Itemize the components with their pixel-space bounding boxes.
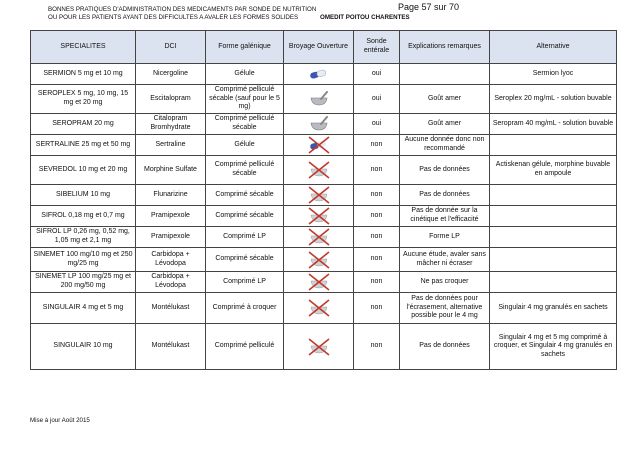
spec-cell: SINEMET LP 100 mg/25 mg et 200 mg/50 mg bbox=[31, 272, 136, 293]
spec-cell: SERTRALINE 25 mg et 50 mg bbox=[31, 135, 136, 156]
sonde-cell: non bbox=[354, 206, 400, 227]
crossed-mortar-icon bbox=[286, 337, 351, 357]
alternative-cell bbox=[490, 135, 617, 156]
spec-cell: SIFROL 0,18 mg et 0,7 mg bbox=[31, 206, 136, 227]
table-row bbox=[31, 248, 617, 272]
forme-cell: Comprimé LP bbox=[206, 227, 284, 248]
crossed-capsule-icon bbox=[286, 135, 351, 155]
medication-table bbox=[30, 30, 617, 370]
dci-cell: Citalopram Bromhydrate bbox=[136, 114, 206, 135]
dci-cell: Montélukast bbox=[136, 324, 206, 370]
table-row bbox=[31, 135, 617, 156]
dci-cell: Pramipexole bbox=[136, 206, 206, 227]
sonde-cell: non bbox=[354, 156, 400, 185]
column-header-broyage: Broyage Ouverture bbox=[284, 31, 354, 64]
crossed-mortar-icon bbox=[286, 206, 351, 226]
document-subtitle: OU POUR LES PATIENTS AYANT DES DIFFICULTES A AVALER LES FORMES SOLIDES bbox=[48, 14, 299, 21]
crossed-mortar-icon bbox=[286, 250, 351, 270]
broyage-cell bbox=[284, 324, 354, 370]
document-title: BONNES PRATIQUES D'ADMINISTRATION DES MEDICAMENTS PAR SONDE DE NUTRITION bbox=[48, 6, 317, 13]
explication-cell: Ne pas croquer bbox=[400, 272, 490, 293]
dci-cell: Pramipexole bbox=[136, 227, 206, 248]
broyage-cell bbox=[284, 185, 354, 206]
sonde-cell: oui bbox=[354, 85, 400, 114]
alternative-cell bbox=[490, 227, 617, 248]
alternative-cell bbox=[490, 185, 617, 206]
column-header-forme: Forme galénique bbox=[206, 31, 284, 64]
alternative-cell: Singulair 4 mg et 5 mg comprimé à croquer, et Singulair 4 mg granulés en sachets bbox=[490, 324, 617, 370]
forme-cell: Gélule bbox=[206, 64, 284, 85]
forme-cell: Comprimé pelliculé sécable bbox=[206, 114, 284, 135]
table-row bbox=[31, 272, 617, 293]
sonde-cell: non bbox=[354, 272, 400, 293]
explication-cell: Aucune étude, avaler sans mâcher ni écraser bbox=[400, 248, 490, 272]
alternative-cell: Seroplex 20 mg/mL - solution buvable bbox=[490, 85, 617, 114]
table-row bbox=[31, 293, 617, 324]
forme-cell: Comprimé pelliculé sécable bbox=[206, 156, 284, 185]
forme-cell: Comprimé pelliculé sécable (sauf pour le 5 mg) bbox=[206, 85, 284, 114]
forme-cell: Comprimé sécable bbox=[206, 185, 284, 206]
alternative-cell bbox=[490, 272, 617, 293]
dci-cell: Morphine Sulfate bbox=[136, 156, 206, 185]
crossed-mortar-icon bbox=[286, 160, 351, 180]
sonde-cell: non bbox=[354, 135, 400, 156]
spec-cell: SEROPLEX 5 mg, 10 mg, 15 mg et 20 mg bbox=[31, 85, 136, 114]
forme-cell: Comprimé pelliculé bbox=[206, 324, 284, 370]
table-row bbox=[31, 185, 617, 206]
broyage-cell bbox=[284, 135, 354, 156]
table-row bbox=[31, 227, 617, 248]
column-header-dci: DCI bbox=[136, 31, 206, 64]
alternative-cell: Singulair 4 mg granulés en sachets bbox=[490, 293, 617, 324]
sonde-cell: oui bbox=[354, 64, 400, 85]
spec-cell: SERMION 5 mg et 10 mg bbox=[31, 64, 136, 85]
explication-cell: Aucune donnée donc non recommandé bbox=[400, 135, 490, 156]
crossed-mortar-icon bbox=[286, 298, 351, 318]
dci-cell: Flunarizine bbox=[136, 185, 206, 206]
column-header-explications: Explications remarques bbox=[400, 31, 490, 64]
alternative-cell bbox=[490, 248, 617, 272]
update-date: Mise à jour Août 2015 bbox=[30, 417, 90, 424]
explication-cell: Pas de donnée sur la cinétique et l'efficacité bbox=[400, 206, 490, 227]
table-row bbox=[31, 85, 617, 114]
explication-cell bbox=[400, 64, 490, 85]
column-header-specialites: SPECIALITES bbox=[31, 31, 136, 64]
alternative-cell: Seropram 40 mg/mL - solution buvable bbox=[490, 114, 617, 135]
explication-cell: Goût amer bbox=[400, 114, 490, 135]
explication-cell: Forme LP bbox=[400, 227, 490, 248]
forme-cell: Comprimé sécable bbox=[206, 248, 284, 272]
sonde-cell: non bbox=[354, 248, 400, 272]
crossed-mortar-icon bbox=[286, 227, 351, 247]
crossed-mortar-icon bbox=[286, 185, 351, 205]
mortar-icon bbox=[286, 91, 351, 107]
sonde-cell: non bbox=[354, 324, 400, 370]
table-row bbox=[31, 64, 617, 85]
dci-cell: Nicergoline bbox=[136, 64, 206, 85]
dci-cell: Carbidopa + Lévodopa bbox=[136, 272, 206, 293]
forme-cell: Comprimé à croquer bbox=[206, 293, 284, 324]
forme-cell: Gélule bbox=[206, 135, 284, 156]
spec-cell: SEVREDOL 10 mg et 20 mg bbox=[31, 156, 136, 185]
spec-cell: SIBELIUM 10 mg bbox=[31, 185, 136, 206]
organization-name: OMEDIT POITOU CHARENTES bbox=[320, 14, 410, 21]
explication-cell: Goût amer bbox=[400, 85, 490, 114]
capsule-icon bbox=[286, 67, 351, 81]
sonde-cell: non bbox=[354, 293, 400, 324]
table-header-row bbox=[31, 31, 617, 64]
dci-cell: Sertraline bbox=[136, 135, 206, 156]
page-number: Page 57 sur 70 bbox=[398, 2, 460, 12]
forme-cell: Comprimé sécable bbox=[206, 206, 284, 227]
explication-cell: Pas de données bbox=[400, 156, 490, 185]
sonde-cell: non bbox=[354, 185, 400, 206]
spec-cell: SINGULAIR 4 mg et 5 mg bbox=[31, 293, 136, 324]
dci-cell: Montélukast bbox=[136, 293, 206, 324]
table-row bbox=[31, 206, 617, 227]
dci-cell: Escitalopram bbox=[136, 85, 206, 114]
broyage-cell bbox=[284, 206, 354, 227]
table-row bbox=[31, 156, 617, 185]
broyage-cell bbox=[284, 85, 354, 114]
explication-cell: Pas de données pour l'écrasement, alternative possible pour le 4 mg bbox=[400, 293, 490, 324]
forme-cell: Comprimé LP bbox=[206, 272, 284, 293]
dci-cell: Carbidopa + Lévodopa bbox=[136, 248, 206, 272]
table-row bbox=[31, 114, 617, 135]
alternative-cell bbox=[490, 206, 617, 227]
table-row bbox=[31, 324, 617, 370]
broyage-cell bbox=[284, 156, 354, 185]
explication-cell: Pas de données bbox=[400, 324, 490, 370]
broyage-cell bbox=[284, 227, 354, 248]
explication-cell: Pas de données bbox=[400, 185, 490, 206]
column-header-sonde: Sonde entérale bbox=[354, 31, 400, 64]
spec-cell: SINGULAIR 10 mg bbox=[31, 324, 136, 370]
broyage-cell bbox=[284, 248, 354, 272]
crossed-mortar-icon bbox=[286, 272, 351, 292]
broyage-cell bbox=[284, 64, 354, 85]
spec-cell: SINEMET 100 mg/10 mg et 250 mg/25 mg bbox=[31, 248, 136, 272]
broyage-cell bbox=[284, 272, 354, 293]
column-header-alternative: Alternative bbox=[490, 31, 617, 64]
spec-cell: SIFROL LP 0,26 mg, 0,52 mg, 1,05 mg et 2,1 mg bbox=[31, 227, 136, 248]
alternative-cell: Actiskenan gélule, morphine buvable en ampoule bbox=[490, 156, 617, 185]
alternative-cell: Sermion lyoc bbox=[490, 64, 617, 85]
broyage-cell bbox=[284, 293, 354, 324]
spec-cell: SEROPRAM 20 mg bbox=[31, 114, 136, 135]
mortar-icon bbox=[286, 116, 351, 132]
sonde-cell: oui bbox=[354, 114, 400, 135]
sonde-cell: non bbox=[354, 227, 400, 248]
broyage-cell bbox=[284, 114, 354, 135]
